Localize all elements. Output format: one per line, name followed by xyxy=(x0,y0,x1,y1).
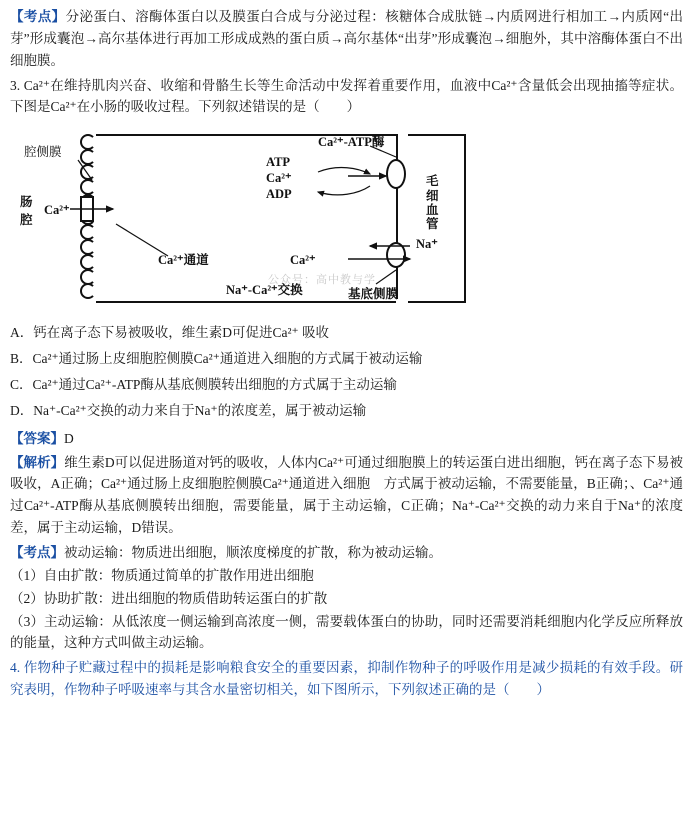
label-na-ca-exchange: Na⁺-Ca²⁺交换 xyxy=(226,283,303,298)
transport-item-1: （1）自由扩散：物质通过简单的扩散作用进出细胞 xyxy=(10,567,314,583)
label-adp: ADP xyxy=(266,187,292,202)
label-ca-cytosol: Ca²⁺ xyxy=(266,171,292,186)
label-intestine: 肠 xyxy=(20,195,33,210)
label-ca-lumen: Ca²⁺ xyxy=(44,203,70,218)
option-b: B．Ca²⁺通过肠上皮细胞腔侧膜Ca²⁺通道进入细胞的方式属于被动运输 xyxy=(10,351,423,367)
label-ca-exchange: Ca²⁺ xyxy=(290,253,316,268)
option-c: C．Ca²⁺通过Ca²⁺-ATP酶从基底侧膜转出细胞的方式属于主动运输 xyxy=(10,377,397,393)
calcium-absorption-diagram xyxy=(18,124,488,314)
sodium-calcium-exchanger-icon xyxy=(386,242,406,268)
label-ca-channel: Ca²⁺通道 xyxy=(158,253,209,268)
analysis-block xyxy=(10,452,683,539)
label-ca-atpase: Ca²⁺-ATP酶 xyxy=(318,135,385,150)
answer-block xyxy=(10,428,683,450)
label-atp: ATP xyxy=(266,155,291,170)
kaodian-tag-2: 【考点】 xyxy=(10,545,64,561)
label-basal-membrane: 基底侧膜 xyxy=(348,287,399,302)
kaodian-block-2 xyxy=(10,542,683,564)
question-3-stem: 3. Ca²⁺在维持肌肉兴奋、收缩和骨骼生长等生命活动中发挥着重要作用，血液中Ca²⁺含量低会出现抽搐等症状。下图是Ca²⁺在小肠的吸收过程。下列叙述错误的是（ ） xyxy=(10,77,683,115)
analysis-text: 维生素D可以促进肠道对钙的吸收，人体内Ca²⁺可通过细胞膜上的转运蛋白进出细胞，钙在离子态下易被吸收，A正确；Ca²⁺通过肠上皮细胞腔侧膜Ca²⁺通道进入细胞 方式属于被动运输，不需要能量，B正确；、Ca²⁺通过Ca²⁺-ATP酶从基底侧膜转出细胞，需要能量，属于主动运输，C正确；Na⁺-Ca²⁺交换的动力来自于Na⁺的浓度差，属于主动运输，D错误。 xyxy=(10,454,683,536)
kaodian-tag-1: 【考点】 xyxy=(10,9,66,24)
answer-tag: 【答案】 xyxy=(10,430,64,446)
answer-text: D xyxy=(64,430,74,446)
question-4-stem: 4. 作物种子贮藏过程中的损耗是影响粮食安全的重要因素，抑制作物种子的呼吸作用是减少损耗的有效手段。研究表明，作物种子呼吸速率与其含水量密切相关，如下图所示，下列叙述正确的是（ ） xyxy=(10,660,683,698)
label-na: Na⁺ xyxy=(416,237,438,252)
calcium-atpase-pump-icon xyxy=(386,159,406,189)
label-lumen-membrane: 腔侧膜 xyxy=(24,145,62,160)
watermark-text: 公众号：高中教与学 xyxy=(268,274,376,287)
kaodian-text-2: 被动运输：物质进出细胞，顺浓度梯度的扩散，称为被动运输。 xyxy=(64,545,442,561)
label-cavity: 腔 xyxy=(20,213,33,228)
option-d: D．Na⁺-Ca²⁺交换的动力来自于Na⁺的浓度差，属于被动运输 xyxy=(10,402,367,418)
analysis-tag: 【解析】 xyxy=(10,454,65,470)
kaodian-text-1: 分泌蛋白、溶酶体蛋白以及膜蛋白合成与分泌过程：核糖体合成肽链→内质网进行相加工→内质网“出芽”形成囊泡→高尔基体进行再加工形成成熟的蛋白质→高尔基体“出芽”形成囊泡→细胞外，其中溶酶体蛋白不出细胞膜。 xyxy=(10,9,684,68)
transport-item-2: （2）协助扩散：进出细胞的物质借助转运蛋白的扩散 xyxy=(10,590,328,606)
label-capillary: 毛细血管 xyxy=(426,174,439,232)
option-a: A．钙在离子态下易被吸收，维生素D可促进Ca²⁺ 吸收 xyxy=(10,325,330,341)
calcium-channel-icon xyxy=(80,196,94,222)
kaodian-block-1 xyxy=(10,6,683,72)
transport-item-3: （3）主动运输：从低浓度一侧运输到高浓度一侧，需要载体蛋白的协助，同时还需要消耗细胞内化学反应所释放的能量，这种方式叫做主动运输。 xyxy=(10,613,683,651)
